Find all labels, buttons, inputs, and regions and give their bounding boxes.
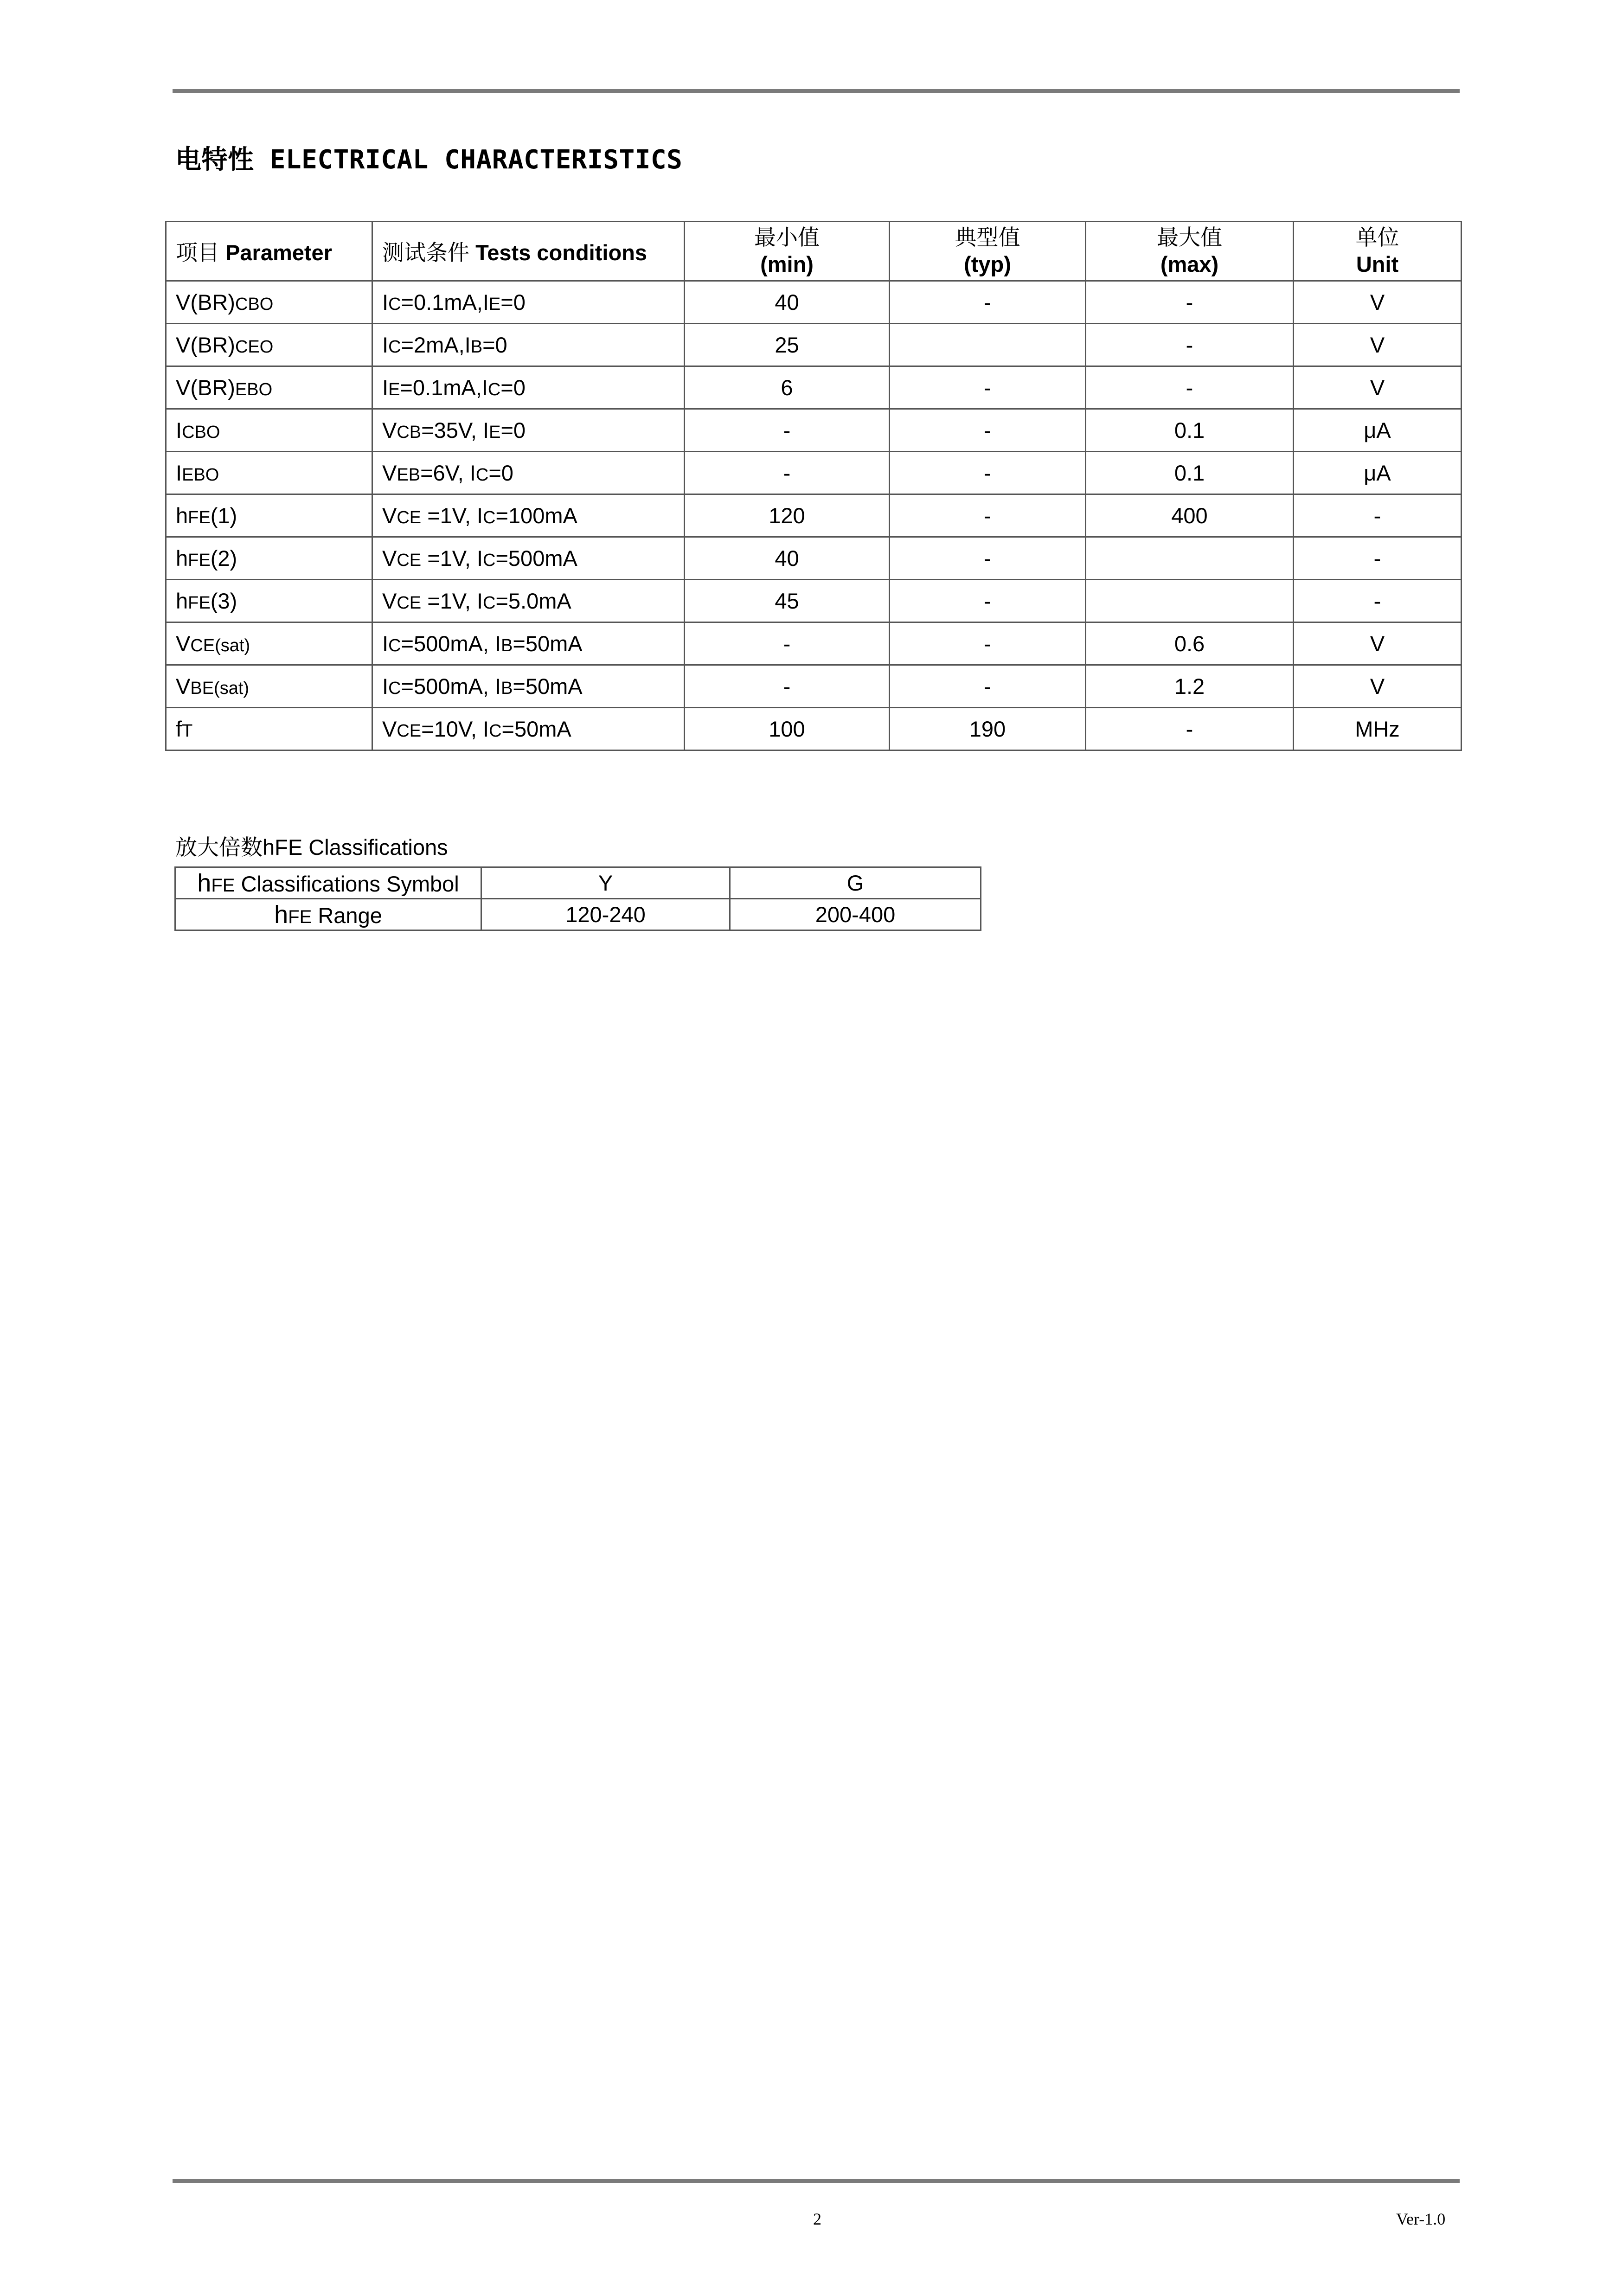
unit-cell: MHz (1294, 708, 1462, 750)
max-cell: 400 (1086, 494, 1294, 537)
page-number: 2 (813, 2210, 821, 2228)
max-cell: - (1086, 324, 1294, 366)
table-row (166, 708, 1462, 750)
condition-cell: IC=2mA,IB=0 (372, 324, 685, 366)
typ-cell (890, 324, 1086, 366)
typ-cell: - (890, 409, 1086, 452)
classification-symbol-row (175, 867, 981, 899)
min-cell: - (685, 665, 890, 708)
typ-cell: - (890, 452, 1086, 494)
classification-range-g: 200-400 (730, 899, 981, 930)
max-cell (1086, 537, 1294, 580)
header-min: 最小值 (min) (685, 222, 890, 281)
table-row (166, 281, 1462, 324)
condition-cell: VEB=6V, IC=0 (372, 452, 685, 494)
typ-cell: - (890, 366, 1086, 409)
parameter-cell: V(BR)EBO (166, 366, 372, 409)
parameter-cell: fT (166, 708, 372, 750)
max-cell (1086, 580, 1294, 622)
parameter-cell: hFE(2) (166, 537, 372, 580)
min-cell: 25 (685, 324, 890, 366)
unit-cell: V (1294, 281, 1462, 324)
typ-cell: - (890, 281, 1086, 324)
table-row (166, 409, 1462, 452)
header-parameter: 项目 Parameter (166, 222, 372, 281)
min-cell: 45 (685, 580, 890, 622)
min-cell: 40 (685, 281, 890, 324)
min-cell: 6 (685, 366, 890, 409)
header-max: 最大值 (max) (1086, 222, 1294, 281)
version-label: Ver-1.0 (1396, 2210, 1446, 2228)
min-cell: 100 (685, 708, 890, 750)
unit-cell: - (1294, 537, 1462, 580)
condition-cell: VCB=35V, IE=0 (372, 409, 685, 452)
header-test-conditions: 测试条件 Tests conditions (372, 222, 685, 281)
section-title: 电特性 ELECTRICAL CHARACTERISTICS (175, 145, 683, 175)
unit-cell: - (1294, 580, 1462, 622)
unit-cell: V (1294, 366, 1462, 409)
table-row (166, 580, 1462, 622)
header-rule (173, 89, 1460, 93)
classification-range-y: 120-240 (481, 899, 730, 930)
condition-cell: IE=0.1mA,IC=0 (372, 366, 685, 409)
typ-cell: - (890, 494, 1086, 537)
max-cell: - (1086, 281, 1294, 324)
classifications-title: 放大倍数hFE Classifications (175, 835, 448, 859)
unit-cell: μA (1294, 409, 1462, 452)
parameter-cell: ICBO (166, 409, 372, 452)
min-cell: 120 (685, 494, 890, 537)
table-row (166, 494, 1462, 537)
condition-cell: IC=500mA, IB=50mA (372, 665, 685, 708)
table-row (166, 366, 1462, 409)
parameter-cell: IEBO (166, 452, 372, 494)
table-row (166, 537, 1462, 580)
table-row (166, 665, 1462, 708)
footer-rule (173, 2179, 1460, 2183)
table-row (166, 452, 1462, 494)
max-cell: - (1086, 708, 1294, 750)
unit-cell: V (1294, 665, 1462, 708)
typ-cell: - (890, 537, 1086, 580)
parameter-cell: V(BR)CEO (166, 324, 372, 366)
classification-range-label: hFE Range (175, 899, 481, 930)
condition-cell: VCE =1V, IC=100mA (372, 494, 685, 537)
max-cell: 0.6 (1086, 622, 1294, 665)
unit-cell: V (1294, 324, 1462, 366)
classification-symbol-label: hFE Classifications Symbol (175, 867, 481, 899)
classification-symbol-g: G (730, 867, 981, 899)
condition-cell: IC=500mA, IB=50mA (372, 622, 685, 665)
typ-cell: - (890, 622, 1086, 665)
classification-symbol-y: Y (481, 867, 730, 899)
parameter-cell: VCE(sat) (166, 622, 372, 665)
table-header-row (166, 222, 1462, 281)
header-typ: 典型值 (typ) (890, 222, 1086, 281)
typ-cell: 190 (890, 708, 1086, 750)
max-cell: 0.1 (1086, 409, 1294, 452)
typ-cell: - (890, 665, 1086, 708)
min-cell: - (685, 622, 890, 665)
condition-cell: VCE =1V, IC=5.0mA (372, 580, 685, 622)
min-cell: 40 (685, 537, 890, 580)
condition-cell: VCE =1V, IC=500mA (372, 537, 685, 580)
typ-cell: - (890, 580, 1086, 622)
condition-cell: VCE=10V, IC=50mA (372, 708, 685, 750)
parameter-cell: V(BR)CBO (166, 281, 372, 324)
unit-cell: V (1294, 622, 1462, 665)
max-cell: 1.2 (1086, 665, 1294, 708)
parameter-cell: hFE(1) (166, 494, 372, 537)
max-cell: - (1086, 366, 1294, 409)
min-cell: - (685, 409, 890, 452)
unit-cell: - (1294, 494, 1462, 537)
parameter-cell: hFE(3) (166, 580, 372, 622)
hfe-classifications-table (174, 866, 981, 931)
header-unit: 单位 Unit (1294, 222, 1462, 281)
condition-cell: IC=0.1mA,IE=0 (372, 281, 685, 324)
electrical-characteristics-table (165, 221, 1462, 751)
table-row (166, 324, 1462, 366)
unit-cell: μA (1294, 452, 1462, 494)
parameter-cell: VBE(sat) (166, 665, 372, 708)
max-cell: 0.1 (1086, 452, 1294, 494)
classification-range-row (175, 899, 981, 930)
min-cell: - (685, 452, 890, 494)
table-row (166, 622, 1462, 665)
